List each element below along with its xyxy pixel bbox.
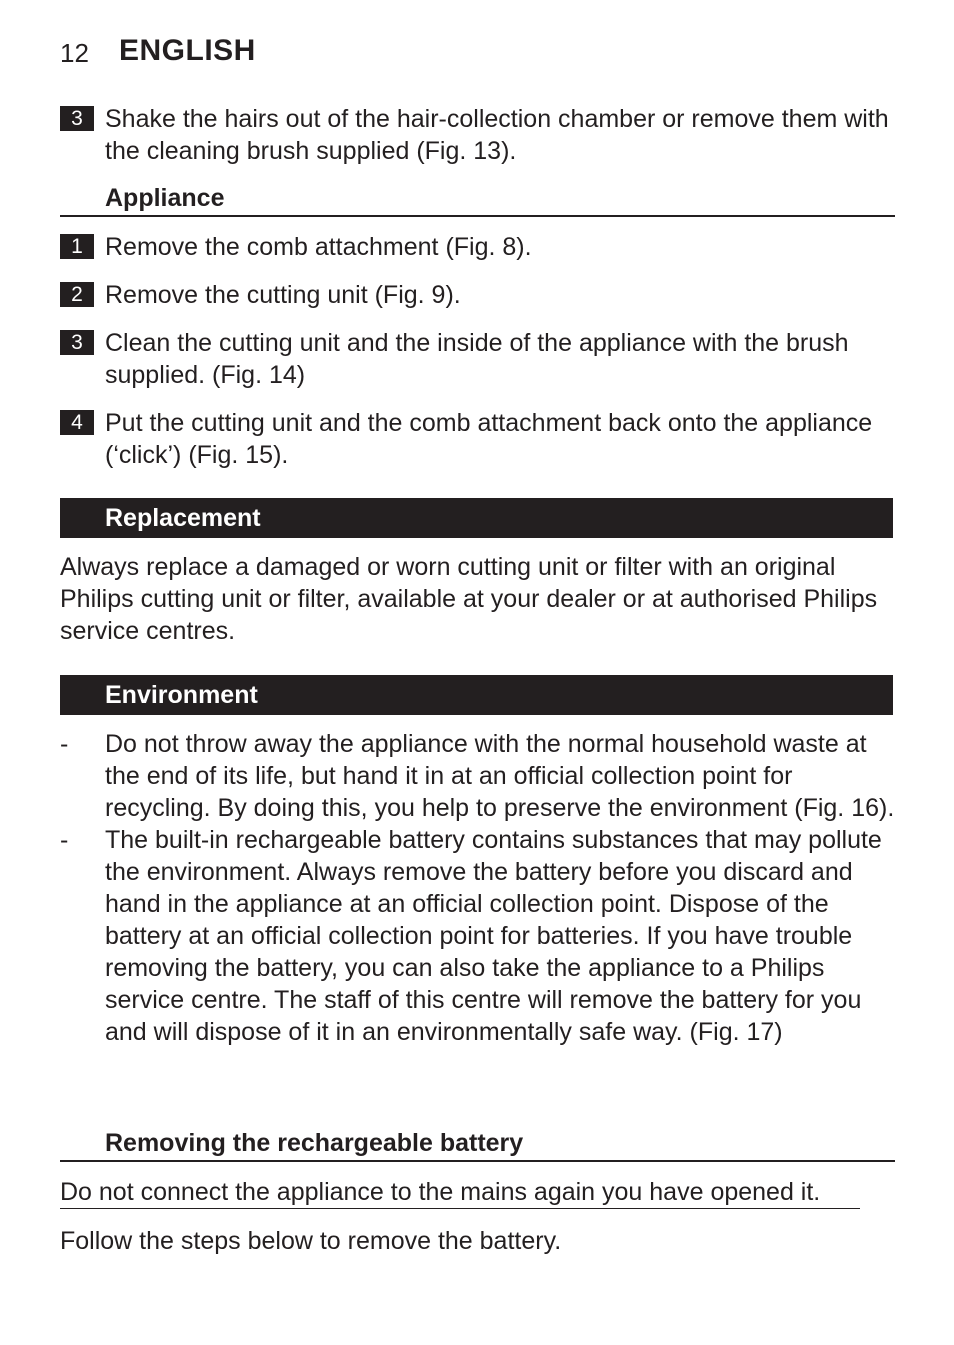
- step-text: Clean the cutting unit and the inside of the appliance with the brush supplied. (Fig. 14): [105, 329, 849, 389]
- appliance-step-4: [60, 407, 896, 471]
- step-number-badge: 4: [60, 410, 94, 435]
- page-number: 12: [60, 38, 89, 68]
- bullet-text: The built-in rechargeable battery contains substances that may pollute the environment. Always remove the battery before you discard and hand in the appliance at an official collection point. Dispose of the battery at an official collection point for batteries. If you have trouble removing the battery, you can also take the appliance to a Philips service centre. The staff of this centre will remove the battery for you and will dispose of it in an environmentally safe way. (Fig. 17): [105, 826, 882, 1046]
- step-text: Remove the comb attachment (Fig. 8).: [105, 233, 532, 261]
- list-item: [60, 824, 896, 1048]
- bullet-dash: -: [60, 730, 69, 758]
- language-heading: ENGLISH: [119, 34, 256, 67]
- step-text: Remove the cutting unit (Fig. 9).: [105, 281, 461, 309]
- step-number-badge: 3: [60, 106, 94, 131]
- appliance-step-3: [60, 327, 896, 391]
- replacement-heading: Replacement: [60, 498, 893, 538]
- bullet-text: Do not throw away the appliance with the normal household waste at the end of its life, but hand it in at an official collection point for recycling. By doing this, you help to preserve the environment (Fig. 16).: [105, 730, 895, 822]
- step-number-badge: 2: [60, 282, 94, 307]
- warning-text: Do not connect the appliance to the mains again you have opened it.: [60, 1176, 860, 1209]
- cleaning-step-3: [60, 103, 896, 167]
- step-number-badge: 3: [60, 330, 94, 355]
- environment-heading: Environment: [60, 675, 893, 715]
- step-number-badge: 1: [60, 234, 94, 259]
- removing-battery-heading: Removing the rechargeable battery: [60, 1127, 895, 1162]
- replacement-text: Always replace a damaged or worn cutting unit or filter with an original Philips cutting unit or filter, available at your dealer or at authorised Philips service centres.: [60, 553, 878, 645]
- appliance-heading: Appliance: [60, 182, 895, 217]
- instruction-text: Follow the steps below to remove the battery.: [60, 1227, 562, 1255]
- environment-list: [60, 728, 896, 1048]
- bullet-dash: -: [60, 826, 69, 854]
- step-text: Shake the hairs out of the hair-collection chamber or remove them with the cleaning brush supplied (Fig. 13).: [105, 105, 889, 165]
- appliance-step-2: [60, 279, 896, 311]
- step-text: Put the cutting unit and the comb attachment back onto the appliance (‘click’) (Fig. 15).: [105, 409, 873, 469]
- list-item: [60, 728, 896, 824]
- appliance-step-1: [60, 231, 896, 263]
